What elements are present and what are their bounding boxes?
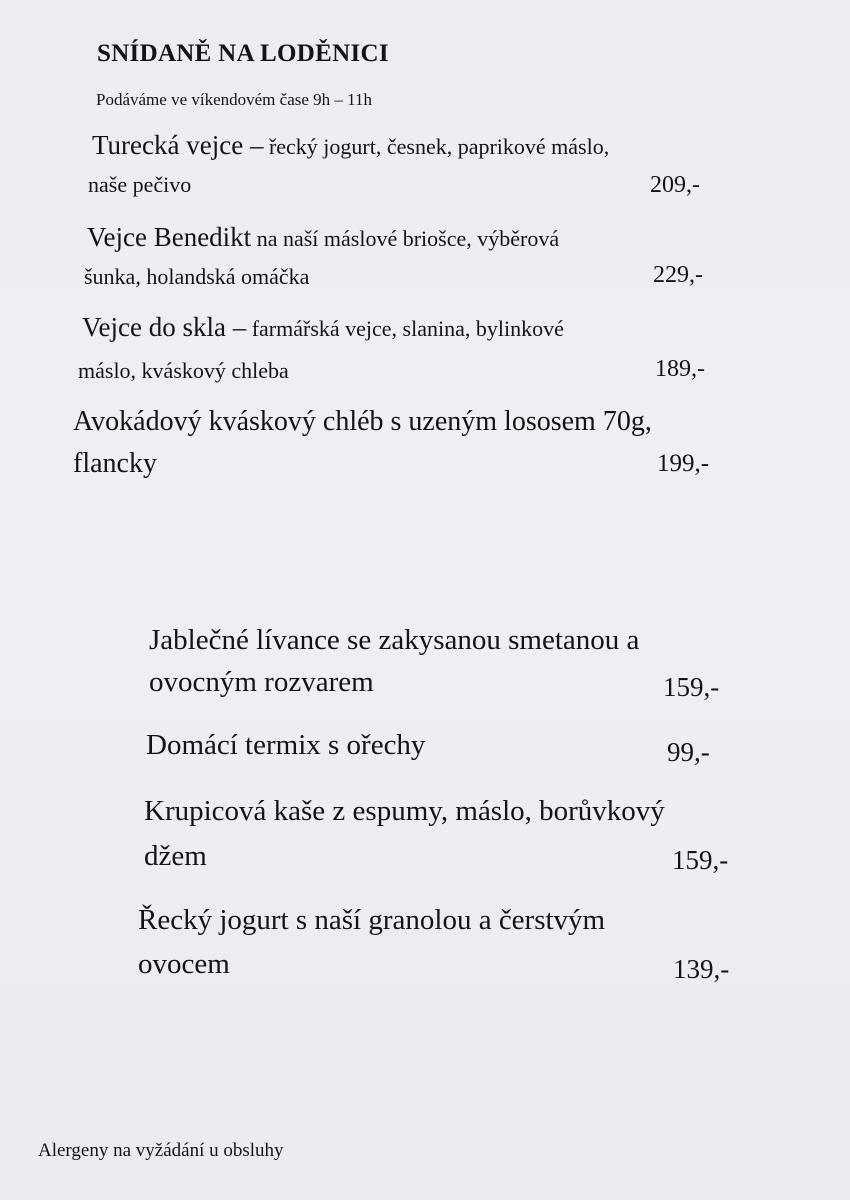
item-description: farmářská vejce, slanina, bylinkové: [246, 316, 564, 341]
item-name: Turecká vejce –: [92, 130, 264, 160]
item-price: 159,-: [672, 845, 729, 875]
serving-hours: Podáváme ve víkendovém čase 9h – 11h: [96, 90, 373, 109]
menu-title: SNÍDANĚ NA LODĚNICI: [97, 40, 389, 67]
item-description: řecký jogurt, česnek, paprikové máslo,: [263, 134, 610, 159]
item-name-cont: džem: [144, 840, 207, 872]
item-name: Avokádový kváskový chléb s uzeným lososem 70g,: [73, 406, 652, 437]
item-price: 159,-: [663, 672, 720, 702]
item-price: 199,-: [657, 450, 710, 477]
item-price: 189,-: [655, 356, 705, 382]
item-name: Vejce do skla –: [82, 312, 247, 342]
item-name: Jablečné lívance se zakysanou smetanou a: [149, 624, 640, 656]
allergen-note: Alergeny na vyžádání u obsluhy: [38, 1140, 284, 1161]
item-price: 229,-: [653, 262, 703, 288]
item-name-cont: flancky: [73, 448, 157, 479]
item-name-cont: ovocem: [138, 948, 230, 980]
item-description: na naší máslové briošce, výběrová: [251, 226, 560, 251]
item-price: 99,-: [667, 737, 710, 767]
item-name-cont: ovocným rozvarem: [149, 666, 374, 698]
item-name: Vejce Benedikt: [87, 222, 252, 252]
item-description-cont: naše pečivo: [88, 172, 192, 197]
item-price: 139,-: [673, 954, 730, 984]
item-description-cont: máslo, kváskový chleba: [78, 358, 289, 383]
item-price: 209,-: [650, 172, 700, 198]
item-description-cont: šunka, holandská omáčka: [84, 264, 310, 289]
item-name: Řecký jogurt s naší granolou a čerstvým: [138, 904, 606, 936]
item-name: Krupicová kaše z espumy, máslo, borůvkový: [144, 795, 665, 827]
item-name: Domácí termix s ořechy: [146, 729, 426, 761]
